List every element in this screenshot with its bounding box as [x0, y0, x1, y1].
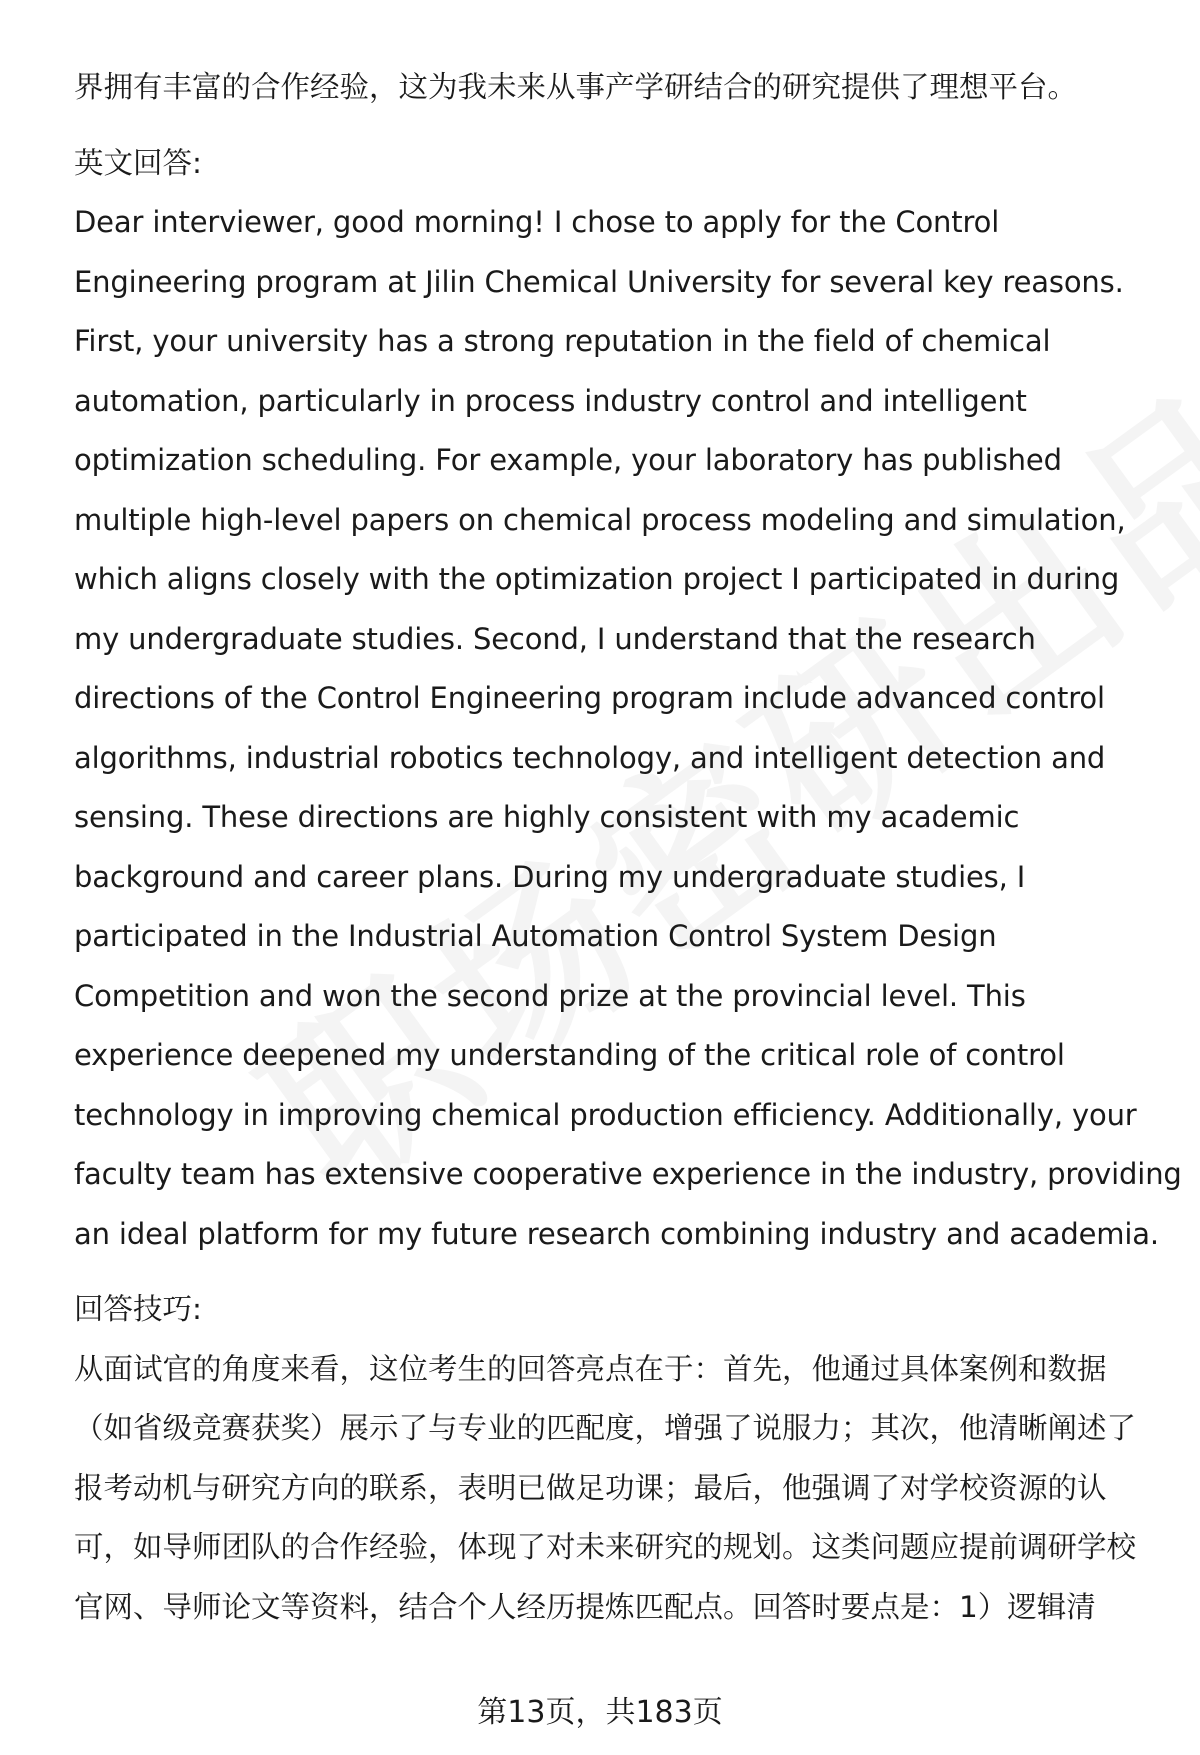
english-line: First, your university has a strong reputation in the field of chemical [74, 324, 1051, 358]
tips-line: 报考动机与研究方向的联系，表明已做足功课；最后，他强调了对学校资源的认 [74, 1470, 1107, 1505]
english-line: sensing. These directions are highly consistent with my academic [74, 800, 1020, 834]
tips-line: （如省级竞赛获奖）展示了与专业的匹配度，增强了说服力；其次，他清晰阐述了 [74, 1411, 1137, 1445]
english-line: faculty team has extensive cooperative experience in the industry, providing [74, 1157, 1182, 1191]
tips-heading: 回答技巧: [74, 1292, 202, 1326]
english-line: Competition and won the second prize at the provincial level. This [74, 978, 1026, 1013]
english-line: algorithms, industrial robotics technology, and intelligent detection and [74, 740, 1106, 775]
english-line: an ideal platform for my future research combining industry and academia. [74, 1216, 1159, 1251]
english-line: multiple high-level papers on chemical process modeling and simulation, [74, 502, 1126, 537]
tips-paragraph [74, 1340, 1154, 1638]
english-line: participated in the Industrial Automation Control System Design [74, 919, 997, 953]
english-line: directions of the Control Engineering program include advanced control [74, 681, 1105, 715]
tips-line: 可，如导师团队的合作经验，体现了对未来研究的规划。这类问题应提前调研学校 [74, 1530, 1137, 1564]
english-answer-paragraph [74, 193, 1182, 1264]
page-number: 第13页，共183页 [477, 1695, 723, 1730]
english-answer-heading: 英文回答: [74, 145, 202, 180]
tips-line: 从面试官的角度来看，这位考生的回答亮点在于：首先，他通过具体案例和数据 [74, 1351, 1107, 1386]
intro-line: 界拥有丰富的合作经验，这为我未来从事产学研结合的研究提供了理想平台。 [74, 70, 1078, 104]
section-gap [74, 118, 1154, 134]
english-line: optimization scheduling. For example, your laboratory has published [74, 443, 1062, 477]
english-line: technology in improving chemical production efficiency. Additionally, your [74, 1097, 1137, 1132]
english-line: Engineering program at Jilin Chemical University for several key reasons. [74, 264, 1124, 299]
english-line: Dear interviewer, good morning! I chose to apply for the Control [74, 205, 1000, 239]
document-body [74, 58, 1182, 1637]
section-gap [74, 1264, 1154, 1280]
english-line: automation, particularly in process industry control and intelligent [74, 383, 1027, 418]
english-line: which aligns closely with the optimization project I participated in during [74, 562, 1120, 596]
english-line: my undergraduate studies. Second, I understand that the research [74, 621, 1036, 656]
english-line: background and career plans. During my undergraduate studies, I [74, 859, 1026, 894]
tips-line: 官网、导师论文等资料，结合个人经历提炼匹配点。回答时要点是：1）逻辑清 [74, 1589, 1096, 1624]
english-line: experience deepened my understanding of the critical role of control [74, 1038, 1065, 1072]
